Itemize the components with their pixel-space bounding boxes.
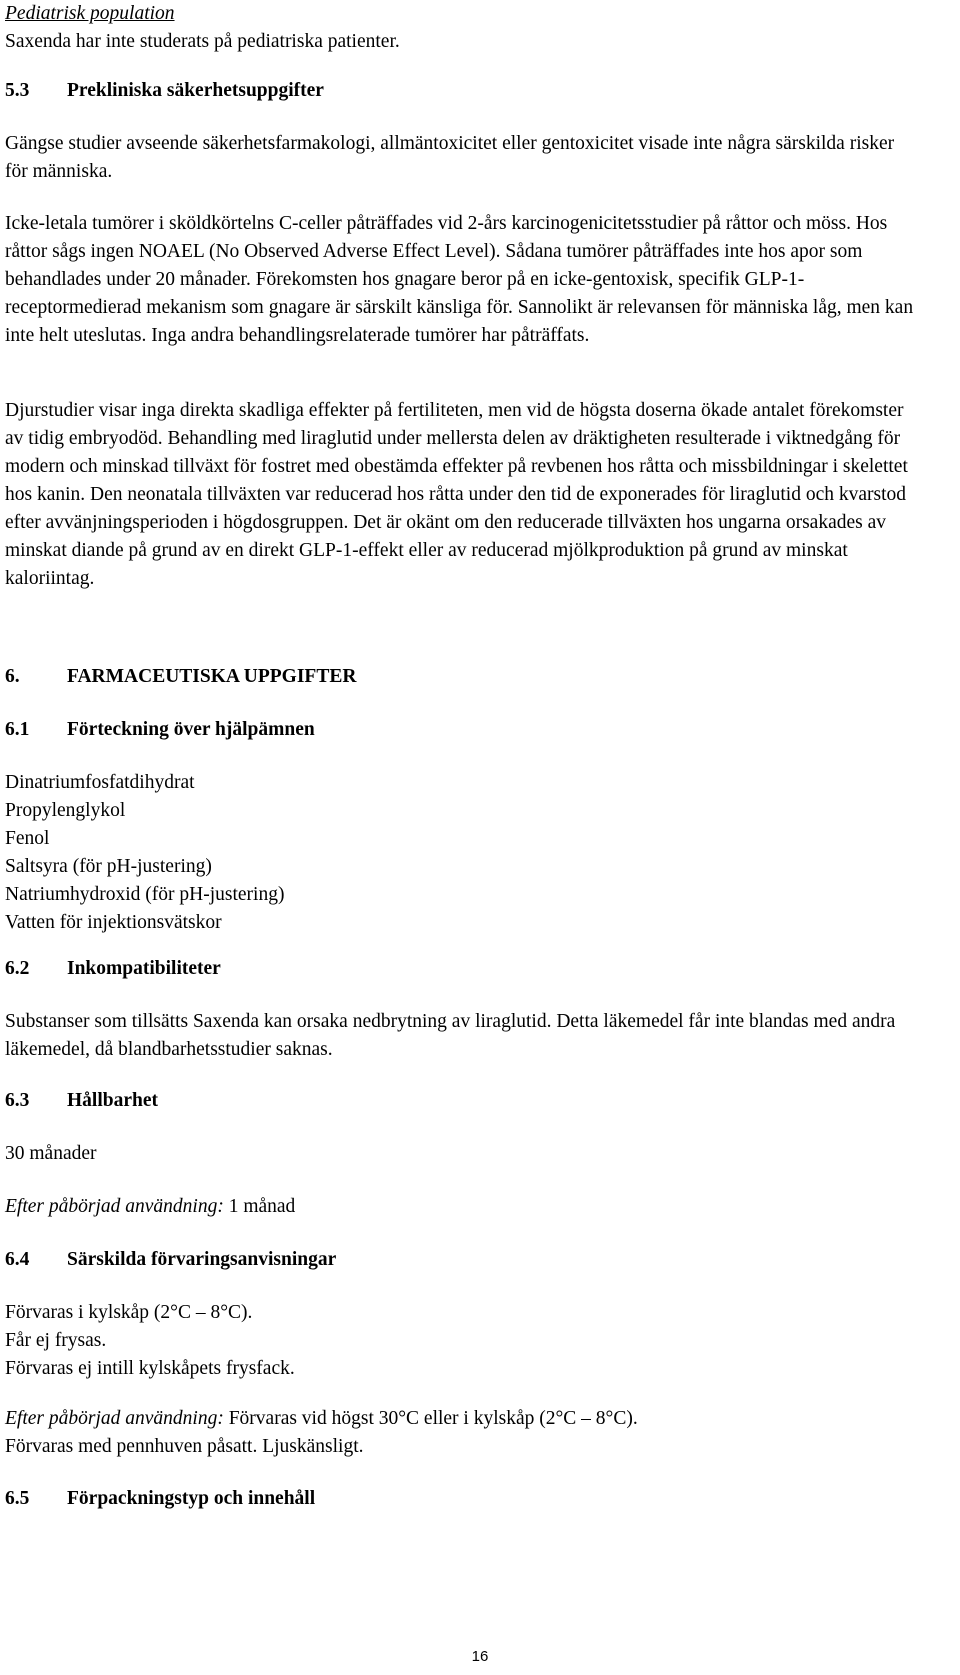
excipient-list xyxy=(5,769,920,937)
section-6-3-heading xyxy=(5,1087,920,1115)
section-6-heading xyxy=(5,663,920,691)
section-6-2-heading xyxy=(5,955,920,983)
after-opening-label: Efter påbörjad användning: xyxy=(5,1196,224,1217)
list-item: Saltsyra (för pH-justering) xyxy=(5,856,212,877)
after-opening-value: 1 månad xyxy=(223,1196,296,1217)
list-item: Natriumhydroxid (för pH-justering) xyxy=(5,884,285,905)
preclinical-paragraph-3: Djurstudier visar inga direkta skadliga effekter på fertiliteten, men vid de högsta doserna ökade antalet förekomster av tidig embryodöd. Behandling med liraglutid under mellersta delen av dräktigheten resulterade i viktnedgång för modern och minskad tillväxt för fostret med obestämda effekter på revbenen hos råtta och missbildningar i skelettet hos kanin. Den neonatala tillväxten var reducerad hos råtta under den tid de exponerades för liraglutid och kvarstod efter avvänjningsperioden i högdosgruppen. Det är okänt om den reducerade tillväxten hos ungarna orsakades av minskat diande på grund av en direkt GLP-1-effekt eller av reducerad mjölkproduktion på grund av minskat kaloriintag. xyxy=(5,400,908,589)
storage-instructions xyxy=(5,1299,920,1383)
section-6-1-heading xyxy=(5,716,920,744)
page-number: 16 xyxy=(471,1648,489,1665)
storage-after-opening xyxy=(5,1405,920,1461)
section-number: 6.5 xyxy=(5,1488,30,1509)
section-number: 6.2 xyxy=(5,958,30,979)
section-number: 6. xyxy=(5,666,20,687)
section-title: FARMACEUTISKA UPPGIFTER xyxy=(67,666,357,687)
section-number: 5.3 xyxy=(5,80,30,101)
shelf-life-text: 30 månader xyxy=(5,1143,97,1164)
storage-line: Förvaras i kylskåp (2°C – 8°C). xyxy=(5,1302,253,1323)
section-6-4-heading xyxy=(5,1246,920,1274)
after-opening-value: Förvaras vid högst 30°C eller i kylskåp (2°C – 8°C). xyxy=(223,1408,638,1429)
section-title: Förteckning över hjälpämnen xyxy=(67,719,315,740)
pediatric-heading: Pediatrisk population xyxy=(5,3,175,24)
section-title: Inkompatibiliteter xyxy=(67,958,221,979)
section-title: Prekliniska säkerhetsuppgifter xyxy=(67,80,324,101)
section-number: 6.3 xyxy=(5,1090,30,1111)
pediatric-section xyxy=(5,0,920,56)
section-title: Förpackningstyp och innehåll xyxy=(67,1488,316,1509)
section-number: 6.1 xyxy=(5,719,30,740)
preclinical-paragraph-1: Gängse studier avseende säkerhetsfarmakologi, allmäntoxicitet eller gentoxicitet visade inte några särskilda risker för människa. xyxy=(5,133,895,182)
after-opening-label: Efter påbörjad användning: xyxy=(5,1408,224,1429)
section-5-3-heading xyxy=(5,77,920,105)
pediatric-text: Saxenda har inte studerats på pediatriska patienter. xyxy=(5,31,400,52)
list-item: Propylenglykol xyxy=(5,800,126,821)
section-title: Hållbarhet xyxy=(67,1090,158,1111)
incompatibilities-text: Substanser som tillsätts Saxenda kan orsaka nedbrytning av liraglutid. Detta läkemedel får inte blandas med andra läkemedel, då blandbarhetsstudier saknas. xyxy=(5,1011,896,1060)
list-item: Dinatriumfosfatdihydrat xyxy=(5,772,195,793)
section-title: Särskilda förvaringsanvisningar xyxy=(67,1249,337,1270)
storage-line: Förvaras med pennhuven påsatt. Ljuskänsligt. xyxy=(5,1436,364,1457)
shelf-life-after-opening xyxy=(5,1193,920,1221)
storage-line: Får ej frysas. xyxy=(5,1330,107,1351)
list-item: Vatten för injektionsvätskor xyxy=(5,912,222,933)
list-item: Fenol xyxy=(5,828,50,849)
preclinical-paragraph-2: Icke-letala tumörer i sköldkörtelns C-celler påträffades vid 2-års karcinogenicitetsstudier på råttor och möss. Hos råttor sågs ingen NOAEL (No Observed Adverse Effect Level). Sådana tumörer påträffades inte hos apor som behandlades under 20 månader. Förekomsten hos gnagare beror på en icke-gentoxisk, specifik GLP-1-receptormedierad mekanism som gnagare är särskilt känsliga för. Sannolikt är relevansen för människa låg, men kan inte helt uteslutas. Inga andra behandlingsrelaterade tumörer har påträffats. xyxy=(5,213,914,346)
storage-line: Förvaras ej intill kylskåpets frysfack. xyxy=(5,1358,295,1379)
section-6-5-heading xyxy=(5,1485,920,1513)
section-number: 6.4 xyxy=(5,1249,30,1270)
